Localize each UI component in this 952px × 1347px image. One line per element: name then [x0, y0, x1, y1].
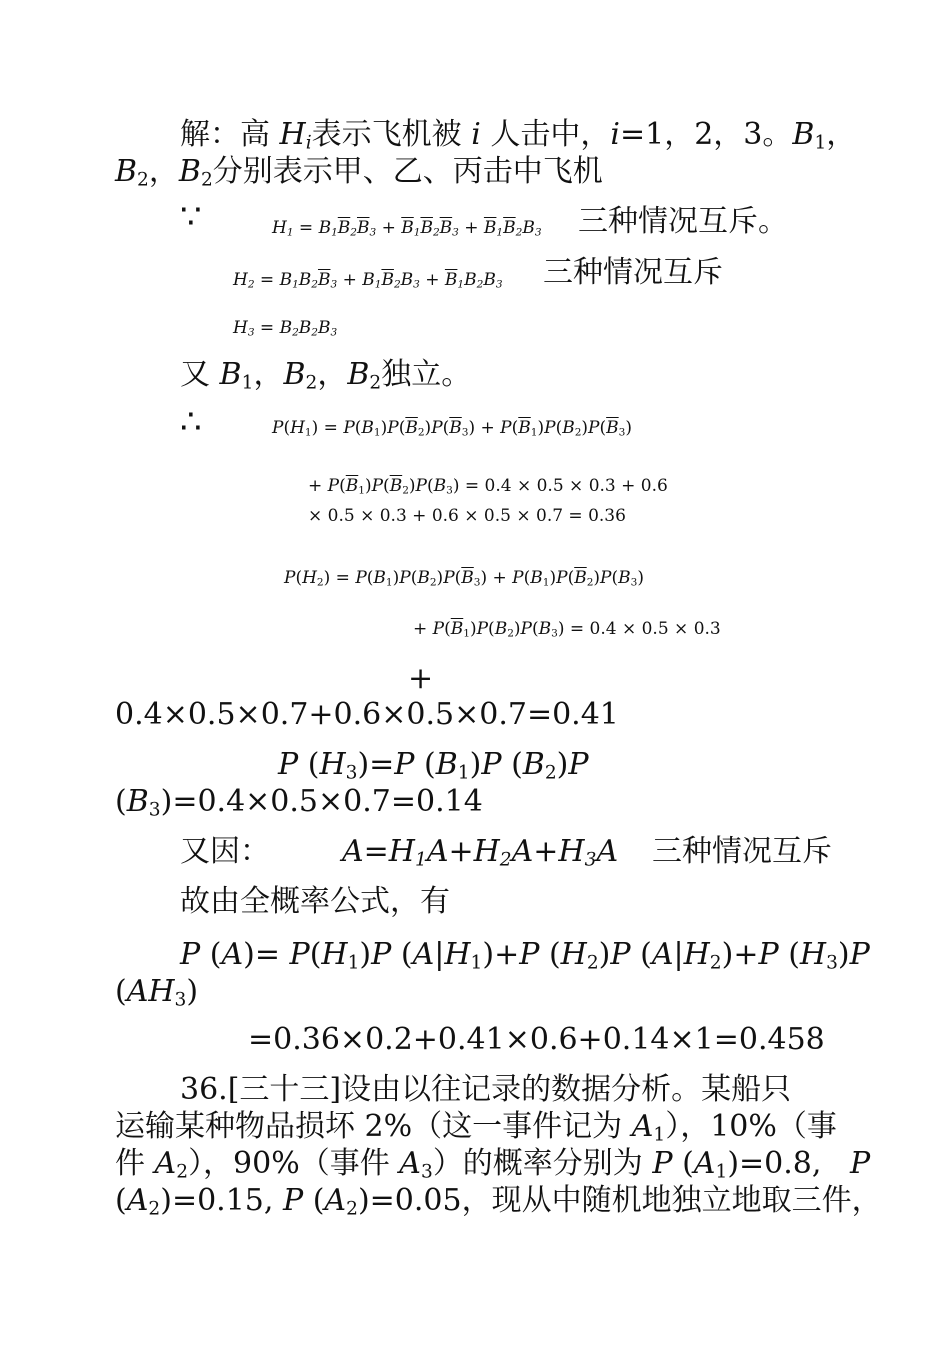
text-mutually-exclusive-2: 三种情况互斥 [543, 255, 723, 290]
therefore-symbol: ∴ [180, 402, 202, 442]
text-mutually-exclusive-3: 三种情况互斥 [652, 834, 832, 869]
text-total-probability: 故由全概率公式，有 [180, 884, 450, 919]
text-line-independent: 又 $B_1$，$B_2$，$B_2$独立。 [180, 357, 472, 394]
equation-final-result: =0.36×0.2+0.41×0.6+0.14×1=0.458 [248, 1022, 825, 1057]
text-mutually-exclusive-1: 三种情况互斥。 [578, 204, 788, 239]
plus-sign: + [408, 661, 434, 696]
equation-p-h1-c: × 0.5 × 0.3 + 0.6 × 0.5 × 0.7 = 0.36 [308, 506, 626, 526]
equation-h2: $H_2 = B_1B_2\overline{B}_3 + B_1\overline{B}_2B_3 + \overline{B}_1B_2B_3$ [233, 270, 503, 291]
equation-h1: $H_1 = B_1\overline{B}_2\overline{B}_3 + \overline{B}_1\overline{B}_2\overline{B}_3 + \overline{B}_1\overline{B}_2B_3$ [272, 218, 542, 239]
problem-36-line-2: 运输某种物品损坏 2%（这一事件记为 $A_1$），10%（事 [115, 1109, 837, 1146]
text-line-b-definition: $B_2$，$B_2$分别表示甲、乙、丙击中飞机 [115, 154, 603, 191]
equation-p-h2-c: 0.4×0.5×0.7+0.6×0.5×0.7=0.41 [115, 697, 619, 732]
because-symbol: ∵ [180, 197, 202, 237]
equation-p-h3-b: $(B_3)=0.4\times 0.5\times 0.7=0.14$ [115, 784, 483, 821]
equation-p-h2-b: + $P(\overline{B}_1)P(B_2)P(B_3) = 0.4 \times 0.5 \times 0.3$ [413, 619, 721, 640]
equation-p-h3-a: P $(H_3)=P$ $(B_1)P$ $(B_2)P$ [278, 747, 589, 784]
text-also-because: 又因： [180, 834, 270, 869]
equation-p-h1-b: + $P(\overline{B}_1)P(\overline{B}_2)P(B_3) = 0.4 \times 0.5 \times 0.3 + 0.6$ [308, 476, 668, 497]
problem-36-line-1: 36.[三十三]设由以往记录的数据分析。某船只 [180, 1072, 792, 1107]
equation-p-a-a: P $(A)= P(H_1)P$ $(A|H_1)+P$ $(H_2)P$ $(A|H_2)+P$ $(H_3)P$ [180, 937, 870, 974]
problem-36-line-3: 件 $A_2$），90%（事件 $A_3$）的概率分别为 P $(A_1)=0.8$, P [115, 1146, 871, 1183]
equation-p-h2-a: $P(H_2) = P(B_1)P(B_2)P(\overline{B}_3) + P(B_1)P(\overline{B}_2)P(B_3)$ [284, 568, 644, 589]
equation-p-a-b: $(AH_3)$ [115, 974, 199, 1011]
problem-36-line-4: $(A_2)=0.15$, P $(A_2)=0.05$，现从中随机地独立地取三件， [115, 1183, 882, 1220]
equation-a-decomposition: $A=H_1A+H_2A+H_3A$ [342, 834, 619, 871]
equation-p-h1-a: $P(H_1) = P(B_1)P(\overline{B}_2)P(\overline{B}_3) + P(\overline{B}_1)P(B_2)P(\overline{B}_3)$ [272, 418, 632, 439]
equation-h3: $H_3 = B_2B_2B_3$ [233, 318, 338, 339]
text-line-solution-intro: 解：高 $H_i$表示飞机被 i 人击中，i=1，2，3。$B_1$， [180, 117, 857, 154]
